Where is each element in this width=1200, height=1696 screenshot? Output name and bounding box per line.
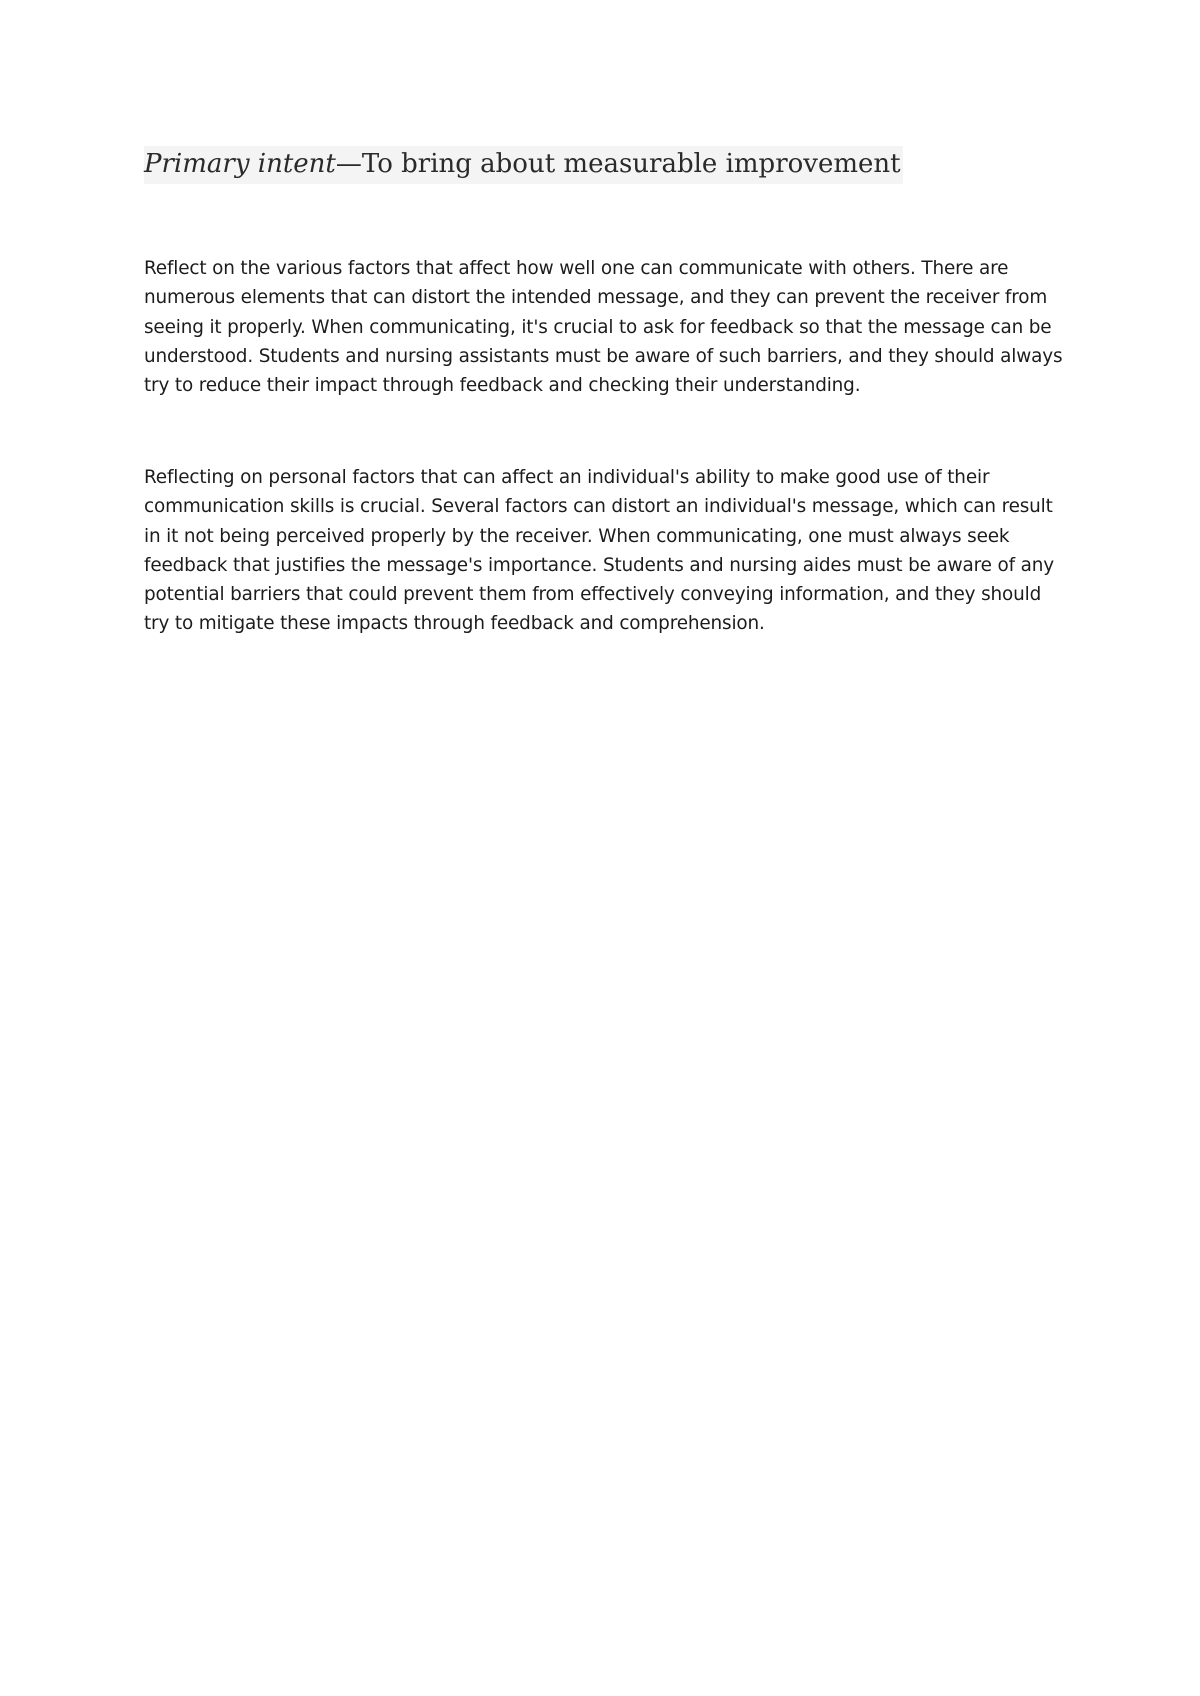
document-heading [144,146,903,184]
heading-italic-part: Primary intent [144,149,336,179]
paragraph-2: Reflecting on personal factors that can affect an individual's ability to make good use of their communication skills is crucial. Several factors can distort an individual's message, which can result in it not being perceived properly by the receiver. When communicating, one must always seek feedback that justifies the message's importance. Students and nursing aides must be aware of any potential barriers that could prevent them from effectively conveying information, and they should try to mitigate these impacts through feedback and comprehension. [144,467,1055,635]
paragraph-1: Reflect on the various factors that affect how well one can communicate with others. There are numerous elements that can distort the intended message, and they can prevent the receiver from seeing it properly. When communicating, it's crucial to ask for feedback so that the message can be understood. Students and nursing assistants must be aware of such barriers, and they should always try to reduce their impact through feedback and checking their understanding. [144,258,1063,397]
heading-rest: To bring about measurable improvement [361,149,901,179]
heading-dash: — [335,149,362,179]
